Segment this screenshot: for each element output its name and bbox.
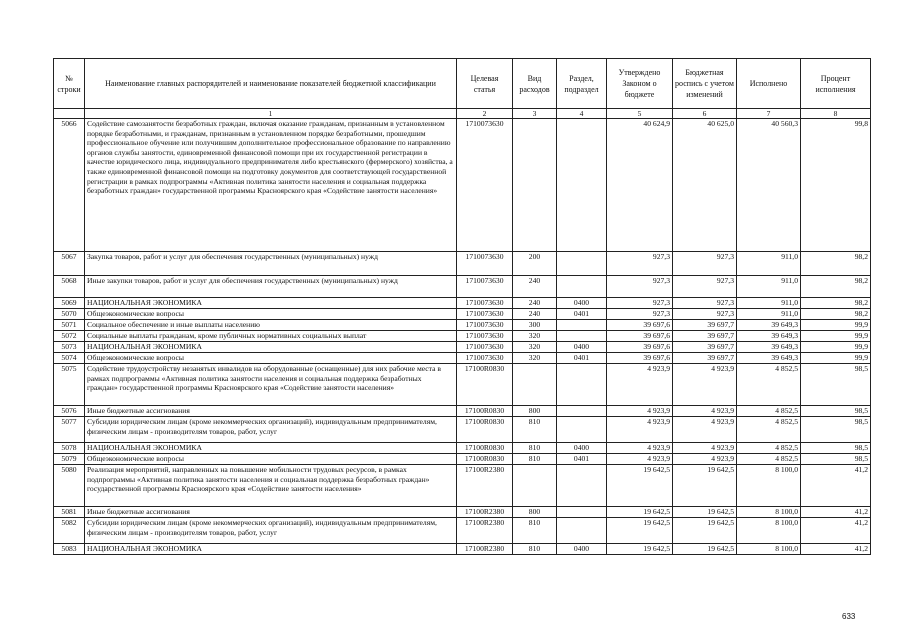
row-expense-type <box>513 364 557 406</box>
row-approved: 39 697,6 <box>607 320 673 331</box>
header-section: Раздел, подраздел <box>557 59 607 109</box>
row-name: Общеэкономические вопросы <box>85 353 457 364</box>
row-target-article: 1710073630 <box>457 309 513 320</box>
row-expense-type: 320 <box>513 331 557 342</box>
row-target-article: 17100R2380 <box>457 507 513 518</box>
row-budget-list: 19 642,5 <box>673 507 737 518</box>
row-name: Социальные выплаты гражданам, кроме публичных нормативных социальных выплат <box>85 331 457 342</box>
row-executed: 4 852,5 <box>737 364 801 406</box>
row-expense-type: 240 <box>513 309 557 320</box>
row-percent: 98,2 <box>801 252 871 276</box>
row-section: 0401 <box>557 454 607 465</box>
header-executed: Исполнено <box>737 59 801 109</box>
row-approved: 40 624,9 <box>607 119 673 252</box>
header-name: Наименование главных распорядителей и наименование показателей бюджетной классификации <box>85 59 457 109</box>
row-name: Субсидии юридическим лицам (кроме некоммерческих организаций), индивидуальным предпринимателям, физическим лицам - производителям товаров, работ, услуг <box>85 518 457 544</box>
row-approved: 39 697,6 <box>607 353 673 364</box>
row-expense-type: 810 <box>513 454 557 465</box>
table-row <box>54 443 871 454</box>
row-number: 5072 <box>54 331 85 342</box>
table-row <box>54 454 871 465</box>
row-section <box>557 406 607 417</box>
row-percent: 98,5 <box>801 364 871 406</box>
row-number: 5068 <box>54 276 85 298</box>
table-row <box>54 276 871 298</box>
column-number: 1 <box>85 109 457 119</box>
row-percent: 98,5 <box>801 454 871 465</box>
row-budget-list: 4 923,9 <box>673 443 737 454</box>
row-expense-type: 800 <box>513 507 557 518</box>
row-name: Содействие самозанятости безработных граждан, включая оказание гражданам, признанным в установленном порядке безработными, и гражданам, признанным в установленном порядке безработными, прошедшим профессиональное обучение или получившим дополнительное профессиональное образование по направлению органов службы занятости, единовременной финансовой помощи при их государственной регистрации в качестве юридического лица, индивидуального предпринимателя либо крестьянского (фермерского) хозяйства, а также единовременной финансовой помощи на подготовку документов для соответствующей государственной регистрации в рамках подпрограммы «Активная политика занятости населения и социальная поддержка безработных граждан» государственной программы Красноярского края «Содействие занятости населения» <box>85 119 457 252</box>
row-section <box>557 331 607 342</box>
row-executed: 911,0 <box>737 252 801 276</box>
header-expense-type: Вид расходов <box>513 59 557 109</box>
row-approved: 4 923,9 <box>607 443 673 454</box>
row-percent: 99,9 <box>801 342 871 353</box>
row-executed: 8 100,0 <box>737 465 801 507</box>
row-percent: 99,9 <box>801 320 871 331</box>
row-executed: 40 560,3 <box>737 119 801 252</box>
row-approved: 927,3 <box>607 252 673 276</box>
row-section: 0401 <box>557 309 607 320</box>
row-target-article: 17100R2380 <box>457 544 513 555</box>
table-row <box>54 353 871 364</box>
row-approved: 4 923,9 <box>607 406 673 417</box>
column-number: 6 <box>673 109 737 119</box>
row-section <box>557 518 607 544</box>
table-row <box>54 364 871 406</box>
row-section <box>557 507 607 518</box>
row-name: НАЦИОНАЛЬНАЯ ЭКОНОМИКА <box>85 544 457 555</box>
row-approved: 39 697,6 <box>607 331 673 342</box>
row-target-article: 17100R2380 <box>457 518 513 544</box>
row-percent: 98,5 <box>801 406 871 417</box>
row-percent: 99,9 <box>801 353 871 364</box>
column-number-row <box>54 109 871 119</box>
row-name: НАЦИОНАЛЬНАЯ ЭКОНОМИКА <box>85 342 457 353</box>
row-target-article: 17100R0830 <box>457 454 513 465</box>
row-budget-list: 4 923,9 <box>673 454 737 465</box>
table-body <box>54 119 871 555</box>
table-row <box>54 417 871 443</box>
row-name: Иные закупки товаров, работ и услуг для обеспечения государственных (муниципальных) нужд <box>85 276 457 298</box>
row-name: Социальное обеспечение и иные выплаты населению <box>85 320 457 331</box>
table-row <box>54 320 871 331</box>
row-percent: 99,8 <box>801 119 871 252</box>
row-expense-type: 810 <box>513 443 557 454</box>
row-executed: 39 649,3 <box>737 331 801 342</box>
row-expense-type: 810 <box>513 544 557 555</box>
row-target-article: 1710073630 <box>457 342 513 353</box>
page-number: 633 <box>842 612 856 621</box>
row-target-article: 1710073630 <box>457 252 513 276</box>
row-approved: 19 642,5 <box>607 518 673 544</box>
row-section: 0400 <box>557 342 607 353</box>
header-row-number: № строки <box>54 59 85 109</box>
row-number: 5066 <box>54 119 85 252</box>
row-budget-list: 39 697,7 <box>673 342 737 353</box>
row-number: 5076 <box>54 406 85 417</box>
column-number: 5 <box>607 109 673 119</box>
row-target-article: 1710073630 <box>457 331 513 342</box>
row-percent: 98,5 <box>801 443 871 454</box>
row-section: 0400 <box>557 544 607 555</box>
table-row <box>54 119 871 252</box>
table-row <box>54 518 871 544</box>
table-row <box>54 406 871 417</box>
row-approved: 927,3 <box>607 276 673 298</box>
row-expense-type <box>513 119 557 252</box>
row-budget-list: 40 625,0 <box>673 119 737 252</box>
row-number: 5070 <box>54 309 85 320</box>
row-percent: 41,2 <box>801 507 871 518</box>
row-expense-type: 240 <box>513 276 557 298</box>
column-number: 4 <box>557 109 607 119</box>
row-executed: 8 100,0 <box>737 544 801 555</box>
row-expense-type: 320 <box>513 353 557 364</box>
table-row <box>54 342 871 353</box>
row-number: 5080 <box>54 465 85 507</box>
row-percent: 41,2 <box>801 544 871 555</box>
row-number: 5067 <box>54 252 85 276</box>
row-number: 5079 <box>54 454 85 465</box>
row-name: НАЦИОНАЛЬНАЯ ЭКОНОМИКА <box>85 443 457 454</box>
row-expense-type: 320 <box>513 342 557 353</box>
row-name: Закупка товаров, работ и услуг для обеспечения государственных (муниципальных) нужд <box>85 252 457 276</box>
row-section <box>557 465 607 507</box>
row-target-article: 17100R0830 <box>457 406 513 417</box>
row-budget-list: 19 642,5 <box>673 465 737 507</box>
table-row <box>54 331 871 342</box>
row-executed: 4 852,5 <box>737 417 801 443</box>
table-row <box>54 465 871 507</box>
row-section <box>557 119 607 252</box>
row-percent: 41,2 <box>801 518 871 544</box>
row-approved: 927,3 <box>607 298 673 309</box>
row-target-article: 1710073630 <box>457 276 513 298</box>
row-target-article: 17100R0830 <box>457 417 513 443</box>
row-name: НАЦИОНАЛЬНАЯ ЭКОНОМИКА <box>85 298 457 309</box>
row-budget-list: 927,3 <box>673 298 737 309</box>
row-executed: 39 649,3 <box>737 353 801 364</box>
row-budget-list: 39 697,7 <box>673 331 737 342</box>
row-number: 5083 <box>54 544 85 555</box>
row-approved: 4 923,9 <box>607 454 673 465</box>
row-section <box>557 364 607 406</box>
row-budget-list: 4 923,9 <box>673 406 737 417</box>
row-executed: 4 852,5 <box>737 406 801 417</box>
row-expense-type: 240 <box>513 298 557 309</box>
column-number: 2 <box>457 109 513 119</box>
row-name: Содействие трудоустройству незанятых инвалидов на оборудованные (оснащенные) для них рабочие места в рамках подпрограммы «Активная политика занятости населения и социальная поддержка безработных граждан» государственной программы Красноярского края «Содействие занятости населения» <box>85 364 457 406</box>
table-row <box>54 544 871 555</box>
budget-report-page <box>53 58 871 555</box>
row-expense-type: 800 <box>513 406 557 417</box>
row-number: 5071 <box>54 320 85 331</box>
row-target-article: 1710073630 <box>457 320 513 331</box>
row-expense-type: 200 <box>513 252 557 276</box>
column-number: 8 <box>801 109 871 119</box>
row-number: 5075 <box>54 364 85 406</box>
row-executed: 4 852,5 <box>737 443 801 454</box>
column-number <box>54 109 85 119</box>
row-executed: 4 852,5 <box>737 454 801 465</box>
row-budget-list: 927,3 <box>673 309 737 320</box>
row-section: 0400 <box>557 298 607 309</box>
row-section <box>557 417 607 443</box>
row-section: 0400 <box>557 443 607 454</box>
row-percent: 98,2 <box>801 309 871 320</box>
row-target-article: 1710073630 <box>457 298 513 309</box>
header-target-article: Целевая статья <box>457 59 513 109</box>
row-approved: 19 642,5 <box>607 507 673 518</box>
row-approved: 19 642,5 <box>607 465 673 507</box>
row-approved: 4 923,9 <box>607 417 673 443</box>
row-name: Субсидии юридическим лицам (кроме некоммерческих организаций), индивидуальным предпринимателям, физическим лицам - производителям товаров, работ, услуг <box>85 417 457 443</box>
row-percent: 99,9 <box>801 331 871 342</box>
row-name: Общеэкономические вопросы <box>85 454 457 465</box>
row-budget-list: 4 923,9 <box>673 417 737 443</box>
table-row <box>54 298 871 309</box>
table-row <box>54 507 871 518</box>
row-name: Реализация мероприятий, направленных на повышение мобильности трудовых ресурсов, в рамках подпрограммы «Активная политика занятости населения и социальная поддержка безработных граждан» государственной программы Красноярского края «Содействие занятости населения» <box>85 465 457 507</box>
row-executed: 911,0 <box>737 298 801 309</box>
table-row <box>54 252 871 276</box>
row-budget-list: 19 642,5 <box>673 518 737 544</box>
row-section <box>557 320 607 331</box>
row-budget-list: 19 642,5 <box>673 544 737 555</box>
row-section <box>557 252 607 276</box>
row-approved: 4 923,9 <box>607 364 673 406</box>
row-number: 5073 <box>54 342 85 353</box>
row-name: Общеэкономические вопросы <box>85 309 457 320</box>
row-budget-list: 927,3 <box>673 252 737 276</box>
row-number: 5081 <box>54 507 85 518</box>
row-number: 5069 <box>54 298 85 309</box>
row-budget-list: 39 697,7 <box>673 353 737 364</box>
row-target-article: 17100R0830 <box>457 443 513 454</box>
row-section <box>557 276 607 298</box>
row-executed: 8 100,0 <box>737 507 801 518</box>
row-percent: 41,2 <box>801 465 871 507</box>
table-header-row <box>54 59 871 109</box>
row-executed: 8 100,0 <box>737 518 801 544</box>
row-target-article: 17100R2380 <box>457 465 513 507</box>
row-percent: 98,5 <box>801 417 871 443</box>
header-percent: Процент исполнения <box>801 59 871 109</box>
budget-execution-table <box>53 58 871 555</box>
header-approved: Утверждено Законом о бюджете <box>607 59 673 109</box>
row-executed: 911,0 <box>737 309 801 320</box>
row-target-article: 1710073630 <box>457 119 513 252</box>
row-name: Иные бюджетные ассигнования <box>85 507 457 518</box>
row-expense-type: 300 <box>513 320 557 331</box>
row-number: 5078 <box>54 443 85 454</box>
column-number: 3 <box>513 109 557 119</box>
row-executed: 39 649,3 <box>737 320 801 331</box>
row-executed: 39 649,3 <box>737 342 801 353</box>
row-expense-type: 810 <box>513 518 557 544</box>
row-expense-type: 810 <box>513 417 557 443</box>
row-expense-type <box>513 465 557 507</box>
row-budget-list: 4 923,9 <box>673 364 737 406</box>
row-approved: 927,3 <box>607 309 673 320</box>
row-percent: 98,2 <box>801 276 871 298</box>
row-budget-list: 39 697,7 <box>673 320 737 331</box>
row-target-article: 1710073630 <box>457 353 513 364</box>
row-executed: 911,0 <box>737 276 801 298</box>
row-approved: 39 697,6 <box>607 342 673 353</box>
row-number: 5077 <box>54 417 85 443</box>
header-budget-list: Бюджетная роспись с учетом изменений <box>673 59 737 109</box>
row-name: Иные бюджетные ассигнования <box>85 406 457 417</box>
row-target-article: 17100R0830 <box>457 364 513 406</box>
row-budget-list: 927,3 <box>673 276 737 298</box>
table-row <box>54 309 871 320</box>
row-number: 5082 <box>54 518 85 544</box>
row-approved: 19 642,5 <box>607 544 673 555</box>
row-number: 5074 <box>54 353 85 364</box>
row-section: 0401 <box>557 353 607 364</box>
row-percent: 98,2 <box>801 298 871 309</box>
column-number: 7 <box>737 109 801 119</box>
